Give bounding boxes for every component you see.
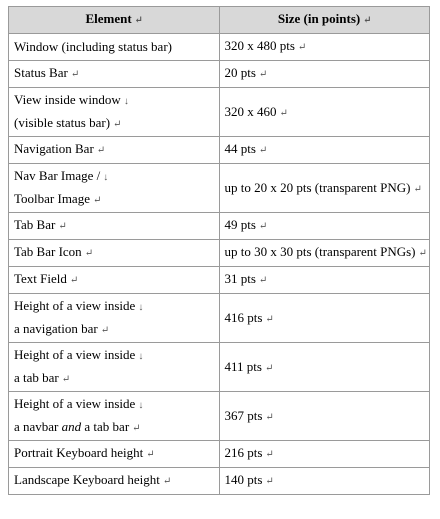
- element-cell: View inside window ↓ (visible status bar) ↵: [9, 88, 220, 137]
- element-cell: Window (including status bar): [9, 34, 220, 61]
- table-row: [9, 441, 430, 468]
- table-row: [9, 468, 430, 495]
- table-row: [9, 240, 430, 267]
- table-row: [9, 343, 430, 392]
- table-row: [9, 213, 430, 240]
- size-cell: 44 pts ↵: [219, 137, 430, 164]
- element-cell: Tab Bar ↵: [9, 213, 220, 240]
- size-cell: 216 pts ↵: [219, 441, 430, 468]
- table-header-row: [9, 7, 430, 34]
- size-cell: up to 30 x 30 pts (transparent PNGs) ↵: [219, 240, 430, 267]
- size-cell: 31 pts ↵: [219, 267, 430, 294]
- table-row: [9, 294, 430, 343]
- element-cell: Status Bar ↵: [9, 61, 220, 88]
- table-row: [9, 34, 430, 61]
- size-cell: 20 pts ↵: [219, 61, 430, 88]
- element-cell: Nav Bar Image / ↓ Toolbar Image ↵: [9, 164, 220, 213]
- table-row: [9, 137, 430, 164]
- document-page: [8, 6, 430, 495]
- size-cell: 411 pts ↵: [219, 343, 430, 392]
- ui-element-size-table: [8, 6, 430, 495]
- table-row: [9, 267, 430, 294]
- table-row: [9, 88, 430, 137]
- element-cell: Height of a view inside ↓ a navbar and a tab bar ↵: [9, 392, 220, 441]
- size-cell: 49 pts ↵: [219, 213, 430, 240]
- element-cell: Portrait Keyboard height ↵: [9, 441, 220, 468]
- size-cell: 367 pts ↵: [219, 392, 430, 441]
- header-element: Element ↵: [9, 7, 220, 34]
- size-cell: 320 x 460 ↵: [219, 88, 430, 137]
- size-cell: 140 pts ↵: [219, 468, 430, 495]
- element-cell: Text Field ↵: [9, 267, 220, 294]
- element-cell: Height of a view inside ↓ a navigation bar ↵: [9, 294, 220, 343]
- size-cell: 320 x 480 pts ↵: [219, 34, 430, 61]
- size-cell: up to 20 x 20 pts (transparent PNG) ↵: [219, 164, 430, 213]
- table-row: [9, 61, 430, 88]
- header-size: Size (in points) ↵: [219, 7, 430, 34]
- element-cell: Landscape Keyboard height ↵: [9, 468, 220, 495]
- table-row: [9, 164, 430, 213]
- size-cell: 416 pts ↵: [219, 294, 430, 343]
- element-cell: Navigation Bar ↵: [9, 137, 220, 164]
- table-row: [9, 392, 430, 441]
- element-cell: Height of a view inside ↓ a tab bar ↵: [9, 343, 220, 392]
- element-cell: Tab Bar Icon ↵: [9, 240, 220, 267]
